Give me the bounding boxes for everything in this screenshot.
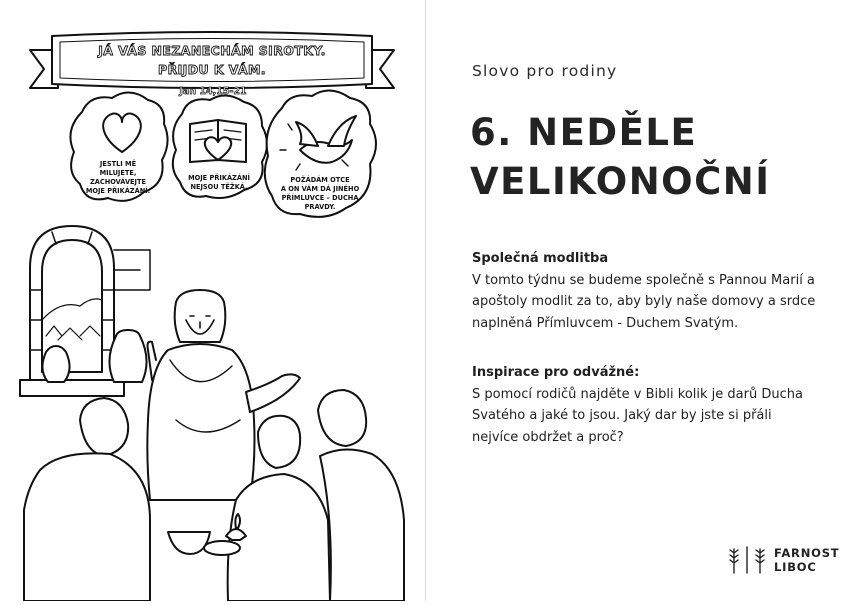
prayer-heading: Společná modlitba	[472, 251, 609, 266]
bubble1-line4: MOJE PŘIKÁZÁNÍ.	[85, 187, 151, 195]
bread-plate	[204, 541, 240, 555]
logo-line2: LIBOC	[774, 560, 817, 574]
apostle-center-head	[258, 416, 300, 468]
bubble3-line1: POŽÁDÁM OTCE	[290, 176, 350, 184]
title-line1: 6. NEDĚLE	[470, 111, 698, 154]
logo-text	[774, 546, 839, 574]
bubble1-line2: MILUJETE,	[99, 169, 137, 177]
coloring-illustration	[0, 0, 424, 601]
apostle-right-head	[318, 390, 366, 446]
page-title	[470, 108, 771, 206]
banner-line2: PŘIJDU K VÁM.	[158, 62, 266, 77]
prayer-section	[472, 248, 817, 334]
inspiration-section	[472, 362, 817, 448]
title-line2: VELIKONOČNÍ	[470, 160, 771, 203]
text-page	[426, 0, 850, 601]
prayer-text: V tomto týdnu se budeme společně s Pannou Marií a apoštoly modlit za to, aby byly naše domovy a srdce naplněná Přímluvcem - Duchem Svatým.	[472, 272, 816, 331]
flame-icon	[235, 514, 240, 528]
bubble2-line2: NEJSOU TĚŽKÁ.	[190, 183, 248, 191]
jar-right	[109, 330, 146, 382]
logo-line1: FARNOST	[774, 546, 840, 560]
bubble2-line1: MOJE PŘIKÁZÁNÍ	[188, 174, 250, 182]
bubble3-line2: A ON VÁM DÁ JINÉHO	[280, 185, 360, 193]
apostle-left-head	[80, 398, 128, 456]
cup	[168, 532, 210, 554]
apostle-right-body	[320, 449, 404, 601]
apostle-left-body	[24, 453, 150, 601]
bubble1-line3: ZACHOVÁVEJTE	[89, 178, 147, 186]
jar-left	[42, 346, 69, 382]
bubble3-line3: PŘÍMLUVCE – DUCHA	[281, 194, 359, 202]
wheat-icon	[726, 545, 768, 575]
coloring-page	[0, 0, 424, 601]
parish-logo	[726, 545, 839, 575]
bible-reference: Jan 14,15-21	[179, 86, 247, 97]
subtitle: Slovo pro rodiny	[472, 62, 618, 80]
bubble1-line1: JESTLI MĚ	[99, 160, 137, 168]
banner-line1: JÁ VÁS NEZANECHÁM SIROTKY.	[98, 43, 326, 58]
bubble3-line4: PRAVDY.	[304, 203, 336, 211]
inspiration-heading: Inspirace pro odvážné:	[472, 365, 640, 380]
inspiration-text: S pomocí rodičů najděte v Bibli kolik je darů Ducha Svatého a jaké to jsou. Jaký dar by jste si přáli nejvíce obdržet a proč?	[472, 386, 803, 445]
